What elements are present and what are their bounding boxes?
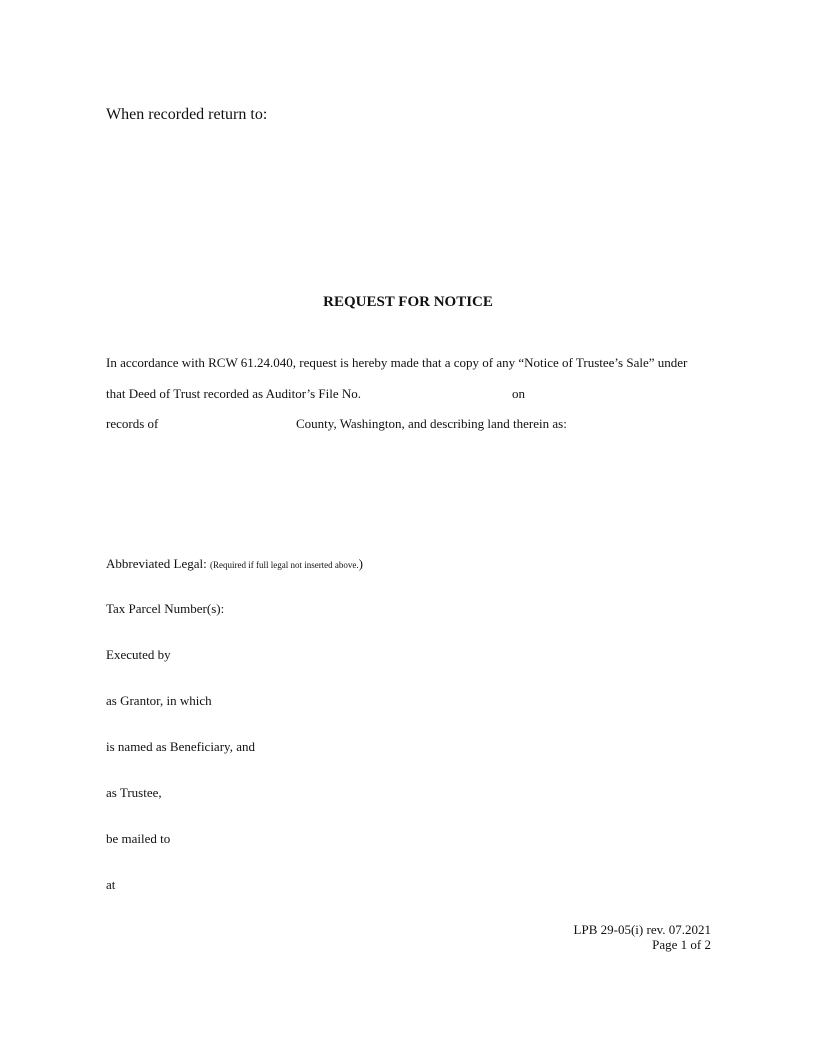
tax-parcel-number-label: Tax Parcel Number(s): <box>106 601 225 616</box>
request-paragraph-line-3 <box>106 416 706 434</box>
abbreviated-legal-label: Abbreviated Legal: <box>106 556 207 571</box>
auditors-file-no-label: that Deed of Trust recorded as Auditor’s File No. <box>106 386 362 401</box>
abbreviated-legal-note-close: ) <box>358 556 364 571</box>
records-of-label: records of <box>106 416 159 431</box>
form-number: LPB 29-05(i) rev. 07.2021 <box>573 922 711 937</box>
trustee-label: as Trustee, <box>106 785 162 800</box>
abbreviated-legal-field <box>106 556 363 572</box>
abbreviated-legal-note: (Required if full legal not inserted above. <box>209 560 359 570</box>
request-paragraph-line-2 <box>106 386 706 404</box>
request-paragraph-line-1: In accordance with RCW 61.24.040, request is hereby made that a copy of any “Notice of Trustee’s Sale” under <box>106 355 688 370</box>
executed-by-label: Executed by <box>106 647 171 662</box>
recorded-on-label: on <box>512 386 525 401</box>
recorded-return-to-heading: When recorded return to: <box>106 106 268 123</box>
mailed-to-label: be mailed to <box>106 831 171 846</box>
grantor-label: as Grantor, in which <box>106 693 212 708</box>
at-address-label: at <box>106 877 116 892</box>
county-washington-label: County, Washington, and describing land therein as: <box>296 416 567 431</box>
page-number: Page 1 of 2 <box>652 937 711 952</box>
beneficiary-label: is named as Beneficiary, and <box>106 739 255 754</box>
document-title: REQUEST FOR NOTICE <box>323 294 493 310</box>
